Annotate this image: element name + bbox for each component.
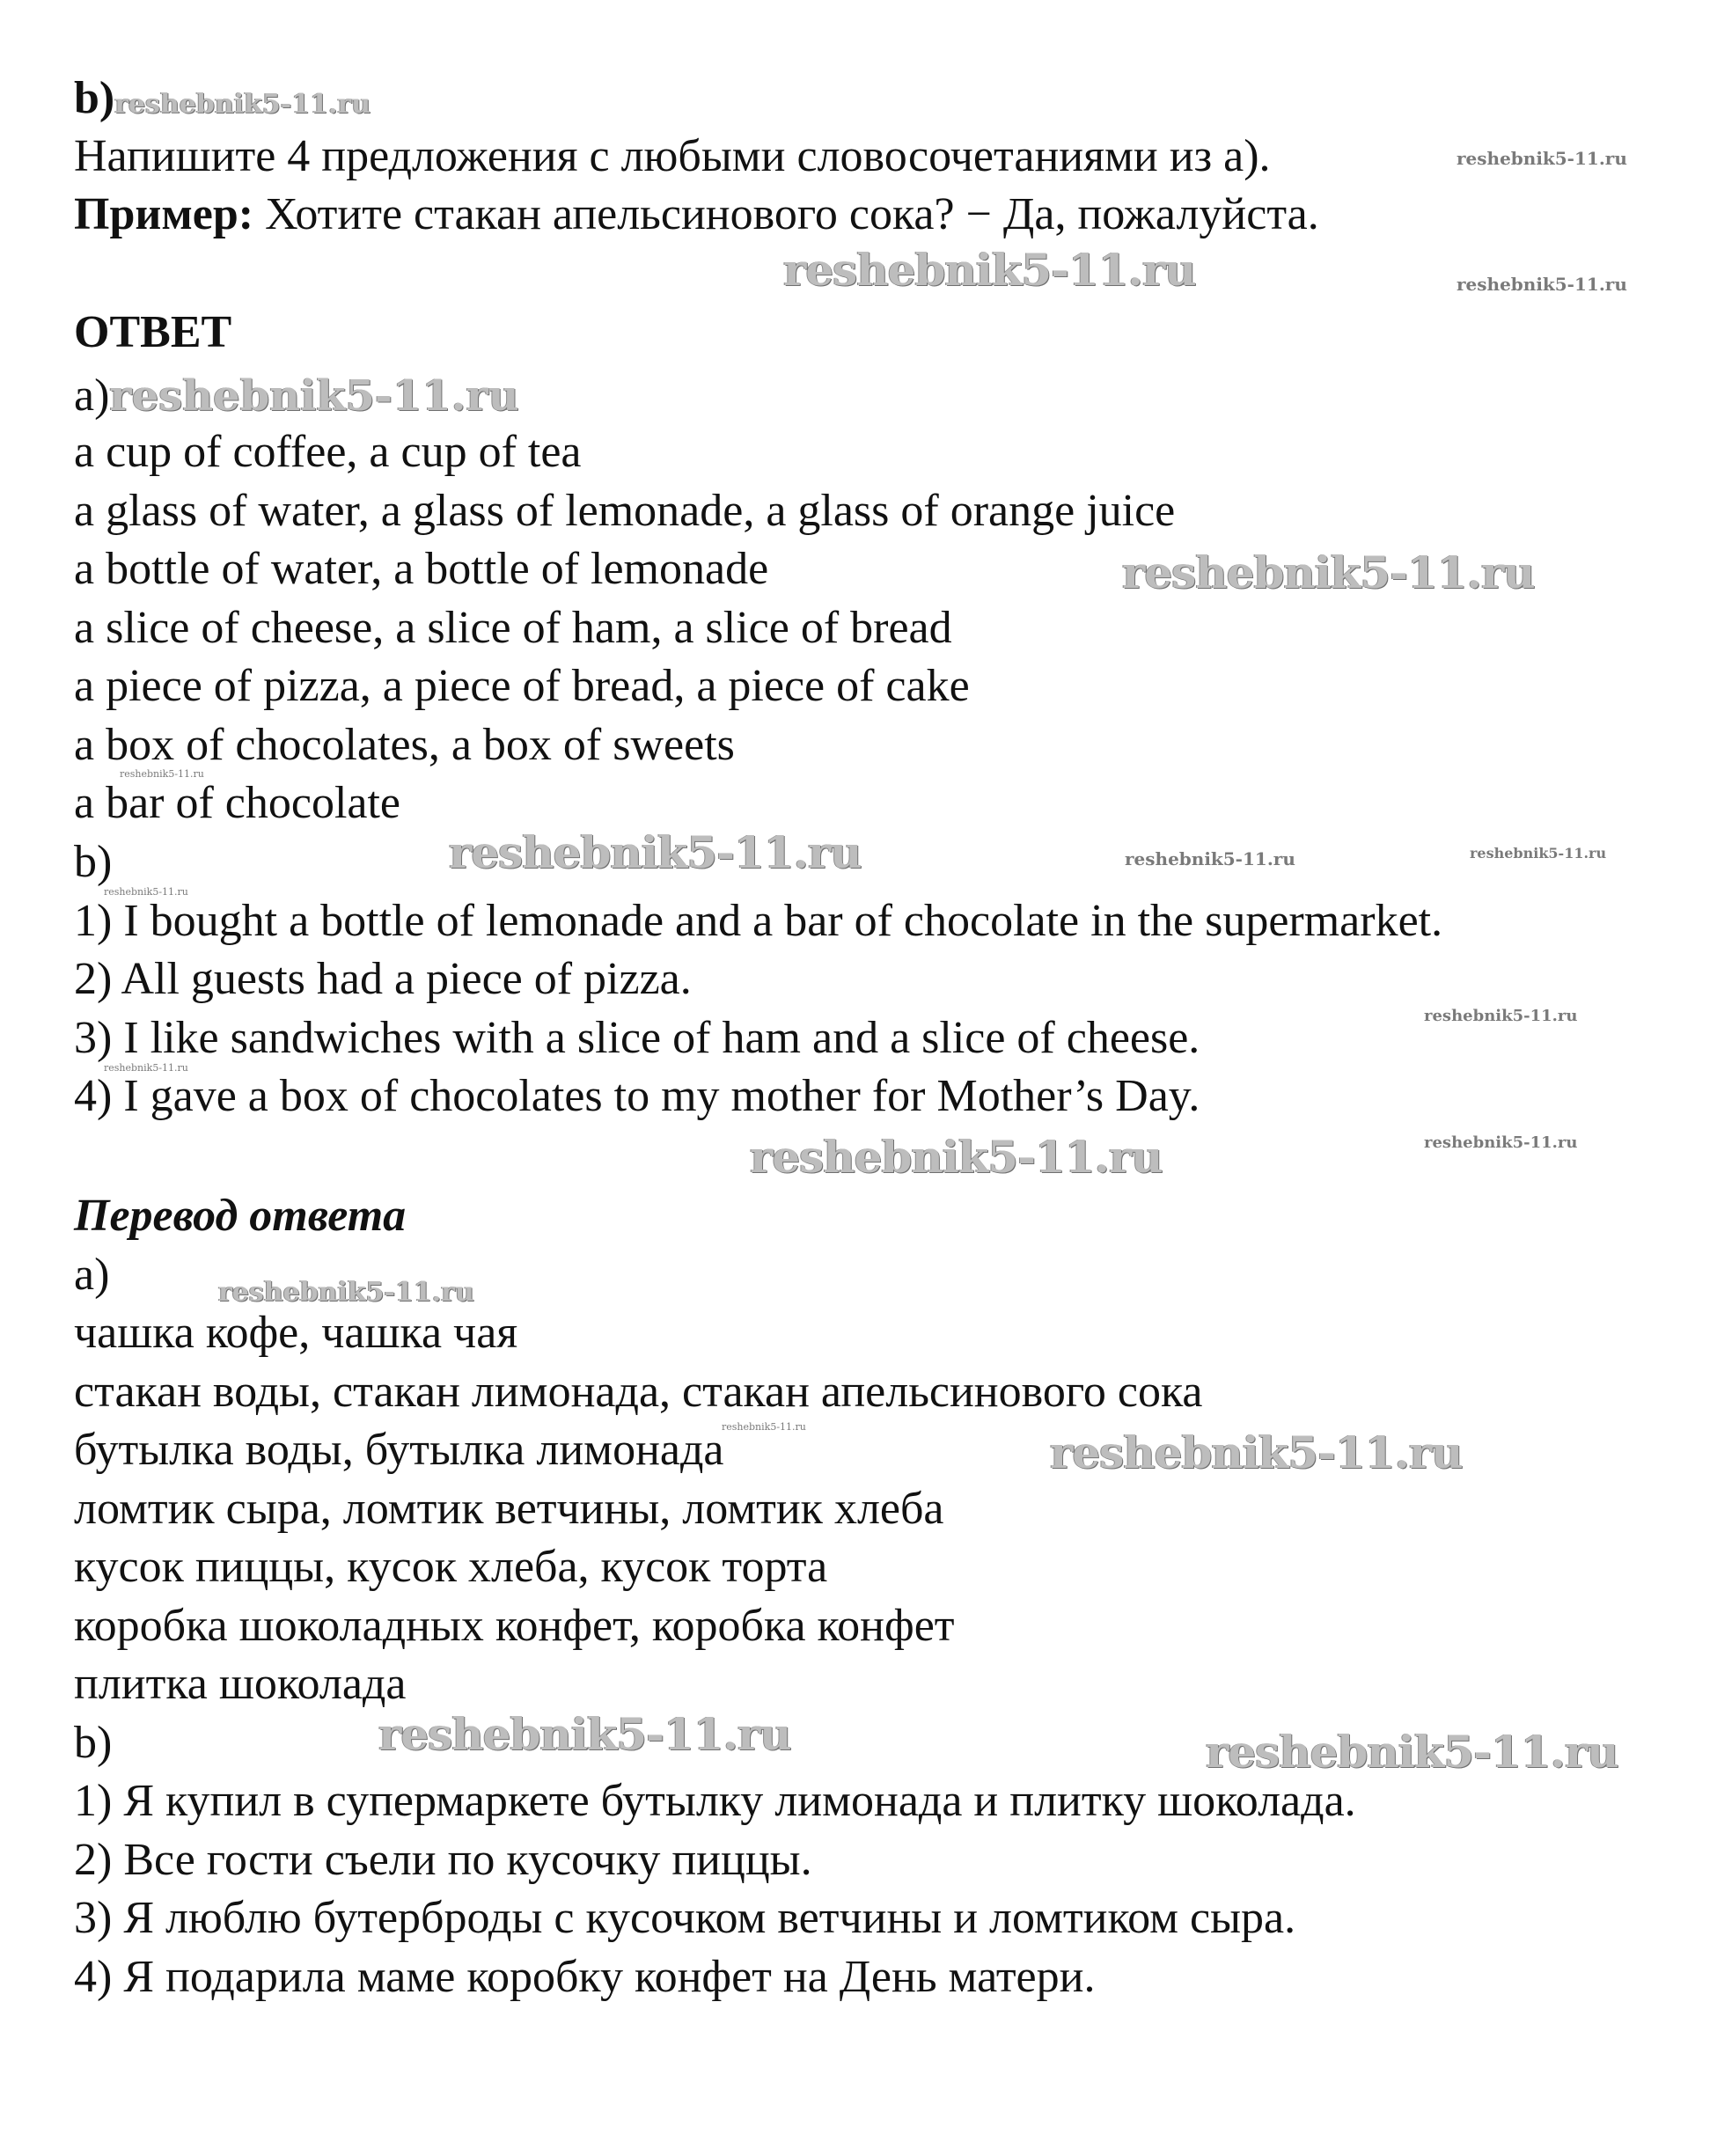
translation-a-line: плитка шоколада xyxy=(74,1659,407,1709)
watermark-text: reshebnik5-11.ru xyxy=(783,244,1196,296)
watermark-text: reshebnik5-11.ru xyxy=(104,886,188,898)
task-example xyxy=(74,189,1319,239)
task-label-line xyxy=(74,73,371,123)
translation-a-line: кусок пиццы, кусок хлеба, кусок торта xyxy=(74,1542,828,1592)
answer-a-line: a bottle of water, a bottle of lemonade xyxy=(74,544,769,594)
example-text: Хотите стакан апельсинового сока? − Да, пожалуйста. xyxy=(253,189,1319,239)
answer-a-line: a bar of chocolate xyxy=(74,778,401,828)
watermark-text: reshebnik5-11.ru xyxy=(218,1277,474,1308)
watermark-text: reshebnik5-11.ru xyxy=(1424,1007,1578,1025)
translation-b-line: 4) Я подарила маме коробку конфет на День матери. xyxy=(74,1952,1096,2002)
answer-b-line: 1) I bought a bottle of lemonade and a bar of chocolate in the supermarket. xyxy=(74,896,1443,946)
watermark-text: reshebnik5-11.ru xyxy=(1470,845,1607,862)
answer-b-line: 3) I like sandwiches with a slice of ham and a slice of cheese. xyxy=(74,1013,1200,1063)
answer-a-line: a piece of pizza, a piece of bread, a piece of cake xyxy=(74,661,970,711)
task-instruction: Напишите 4 предложения с любыми словосочетаниями из a). xyxy=(74,131,1271,181)
watermark-text: reshebnik5-11.ru xyxy=(449,826,862,878)
watermark-text: reshebnik5-11.ru xyxy=(1122,546,1535,598)
watermark-text: reshebnik5-11.ru xyxy=(1125,848,1295,869)
answer-a-line: a box of chocolates, a box of sweets xyxy=(74,720,735,770)
translation-b-line: 2) Все гости съели по кусочку пиццы. xyxy=(74,1835,812,1885)
watermark-text: reshebnik5-11.ru xyxy=(1424,1133,1578,1152)
translation-a-line: стакан воды, стакан лимонада, стакан апельсинового сока xyxy=(74,1367,1203,1417)
watermark-text: reshebnik5-11.ru xyxy=(378,1708,791,1760)
watermark-text: reshebnik5-11.ru xyxy=(104,1062,188,1074)
translation-heading: Перевод ответа xyxy=(74,1191,407,1241)
answer-a-line: a slice of cheese, a slice of ham, a slice of bread xyxy=(74,603,952,653)
translation-a-line: чашка кофе, чашка чая xyxy=(74,1308,518,1358)
translation-a-line: коробка шоколадных конфет, коробка конфет xyxy=(74,1601,955,1651)
answer-part-b-label: b) xyxy=(74,837,113,887)
answer-b-line: 4) I gave a box of chocolates to my mother for Mother’s Day. xyxy=(74,1071,1200,1121)
watermark-text: reshebnik5-11.ru xyxy=(1457,148,1627,169)
translation-part-b-label: b) xyxy=(74,1718,113,1768)
translation-part-a-label: a) xyxy=(74,1250,110,1300)
watermark-text: reshebnik5-11.ru xyxy=(120,768,204,780)
example-label: Пример: xyxy=(74,189,254,239)
answer-heading: ОТВЕТ xyxy=(74,307,232,357)
answer-part-a-label-line xyxy=(74,370,519,421)
watermark-text: reshebnik5-11.ru xyxy=(722,1421,806,1433)
translation-b-line: 3) Я люблю бутерброды с кусочком ветчины и ломтиком сыра. xyxy=(74,1893,1296,1943)
watermark-text: reshebnik5-11.ru xyxy=(750,1131,1163,1183)
watermark-text: reshebnik5-11.ru xyxy=(1050,1426,1463,1478)
translation-a-line: бутылка воды, бутылка лимонада xyxy=(74,1425,724,1475)
translation-b-line: 1) Я купил в супермаркете бутылку лимонада и плитку шоколада. xyxy=(74,1776,1356,1826)
answer-b-line: 2) All guests had a piece of pizza. xyxy=(74,954,692,1004)
answer-a-line: a cup of coffee, a cup of tea xyxy=(74,427,582,477)
watermark-text: reshebnik5-11.ru xyxy=(109,371,519,421)
answer-a-line: a glass of water, a glass of lemonade, a glass of orange juice xyxy=(74,486,1176,536)
task-label: b) xyxy=(74,73,115,123)
translation-a-line: ломтик сыра, ломтик ветчины, ломтик хлеба xyxy=(74,1484,944,1534)
watermark-text: reshebnik5-11.ru xyxy=(114,89,371,120)
answer-part-a-label: a) xyxy=(74,370,110,421)
watermark-text: reshebnik5-11.ru xyxy=(1457,274,1627,295)
watermark-text: reshebnik5-11.ru xyxy=(1206,1726,1618,1778)
